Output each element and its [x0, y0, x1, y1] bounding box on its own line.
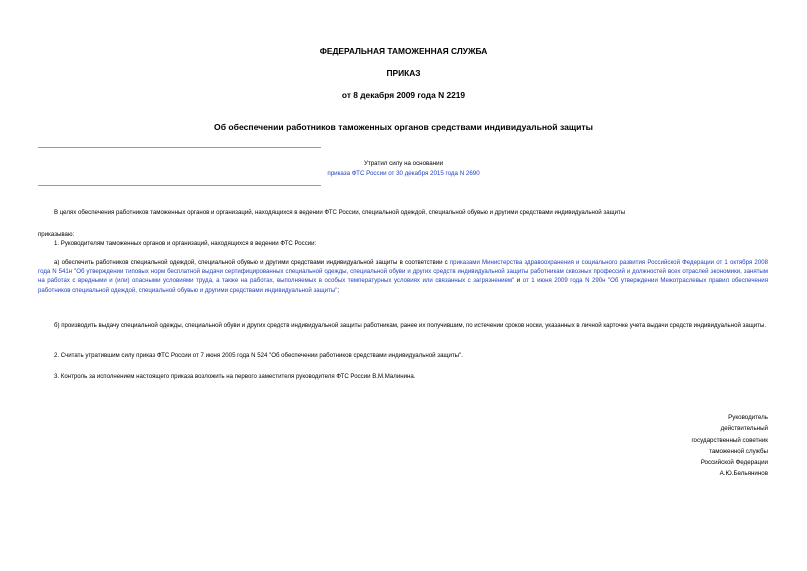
signatory-name: А.Ю.Бельянинов	[719, 470, 768, 478]
item-1: 1. Руководителям таможенных органов и организаций, находящихся в ведении ФТС России:	[54, 240, 317, 247]
document-date-number: от 8 декабря 2009 года N 2219	[341, 90, 466, 100]
status-link-row	[0, 169, 807, 178]
minzdrav-290n-link[interactable]: от 1 июня 2009 года N 290н "Об утверждении Межотраслевых правил обеспечения работников специальной одеждой, специальной обувью и другими средствами индивидуальной защиты"	[38, 277, 768, 294]
item-1a-text-after: ;	[337, 286, 340, 294]
intro-paragraph: В целях обеспечения работников таможенных органов и организаций, находящихся в ведении ФТС России, специальной одеждой, специальной обувью и другими средствами индивидуальной защиты	[54, 209, 626, 216]
signature-block	[548, 412, 768, 480]
document-title: Об обеспечении работников таможенных органов средствами индивидуальной защиты	[214, 122, 593, 132]
signature-line-4: таможенной службы	[709, 447, 768, 455]
item-1a-text-middle: и	[514, 277, 523, 285]
signature-line-2: действительный	[720, 425, 768, 433]
item-3: 3. Контроль за исполнением настоящего приказа возложить на первого заместителя руководителя ФТС России В.М.Малинина.	[54, 373, 416, 380]
agency-name: ФЕДЕРАЛЬНАЯ ТАМОЖЕННАЯ СЛУЖБА	[319, 46, 488, 56]
item-1b: б) производить выдачу специальной одежды, специальной обуви и других средств индивидуальной защиты работникам, ранее их получившим, по истечении сроков носки, указанных в личной карточке учета выдачи средств индивидуальной защиты.	[54, 322, 767, 329]
item-1a	[38, 258, 768, 295]
item-1a-text-before: а) обеспечить работников специальной одеждой, специальной обувью и другими средствами индивидуальной защиты в соответствии с	[54, 259, 450, 266]
document-type: ПРИКАЗ	[386, 68, 421, 78]
minzdrav-541n-link[interactable]: приказами Министерства здравоохранения и социального развития Российской Федерации от 1 октября 2008 года N 541н "Об утверждении типовых норм бесплатной выдачи сертифицированных специальной одежды, специальной обуви и других средств индивидуальной защиты работникам сквозных профессий и должностей всех отраслей экономики, занятым на работах с вредными и (или) опасными условиями труда, а также на работах, выполняемых в особых температурных условиях или связанных с загрязнением"	[38, 259, 768, 285]
status-note: Утратил силу на основании	[363, 160, 444, 167]
order-word: приказываю:	[38, 231, 75, 238]
repeal-order-link[interactable]: приказа ФТС России от 30 декабря 2015 года N 2690	[327, 170, 480, 177]
signature-line-1: Руководитель	[728, 414, 768, 421]
status-top-divider	[38, 147, 321, 148]
signature-line-3: государственный советник	[691, 436, 768, 444]
status-bottom-divider	[38, 185, 321, 186]
item-2: 2. Считать утратившим силу приказ ФТС России от 7 июня 2005 года N 524 "Об обеспечении работников средствами индивидуальной защиты".	[54, 352, 463, 359]
signature-line-5: Российской Федерации	[700, 459, 768, 467]
